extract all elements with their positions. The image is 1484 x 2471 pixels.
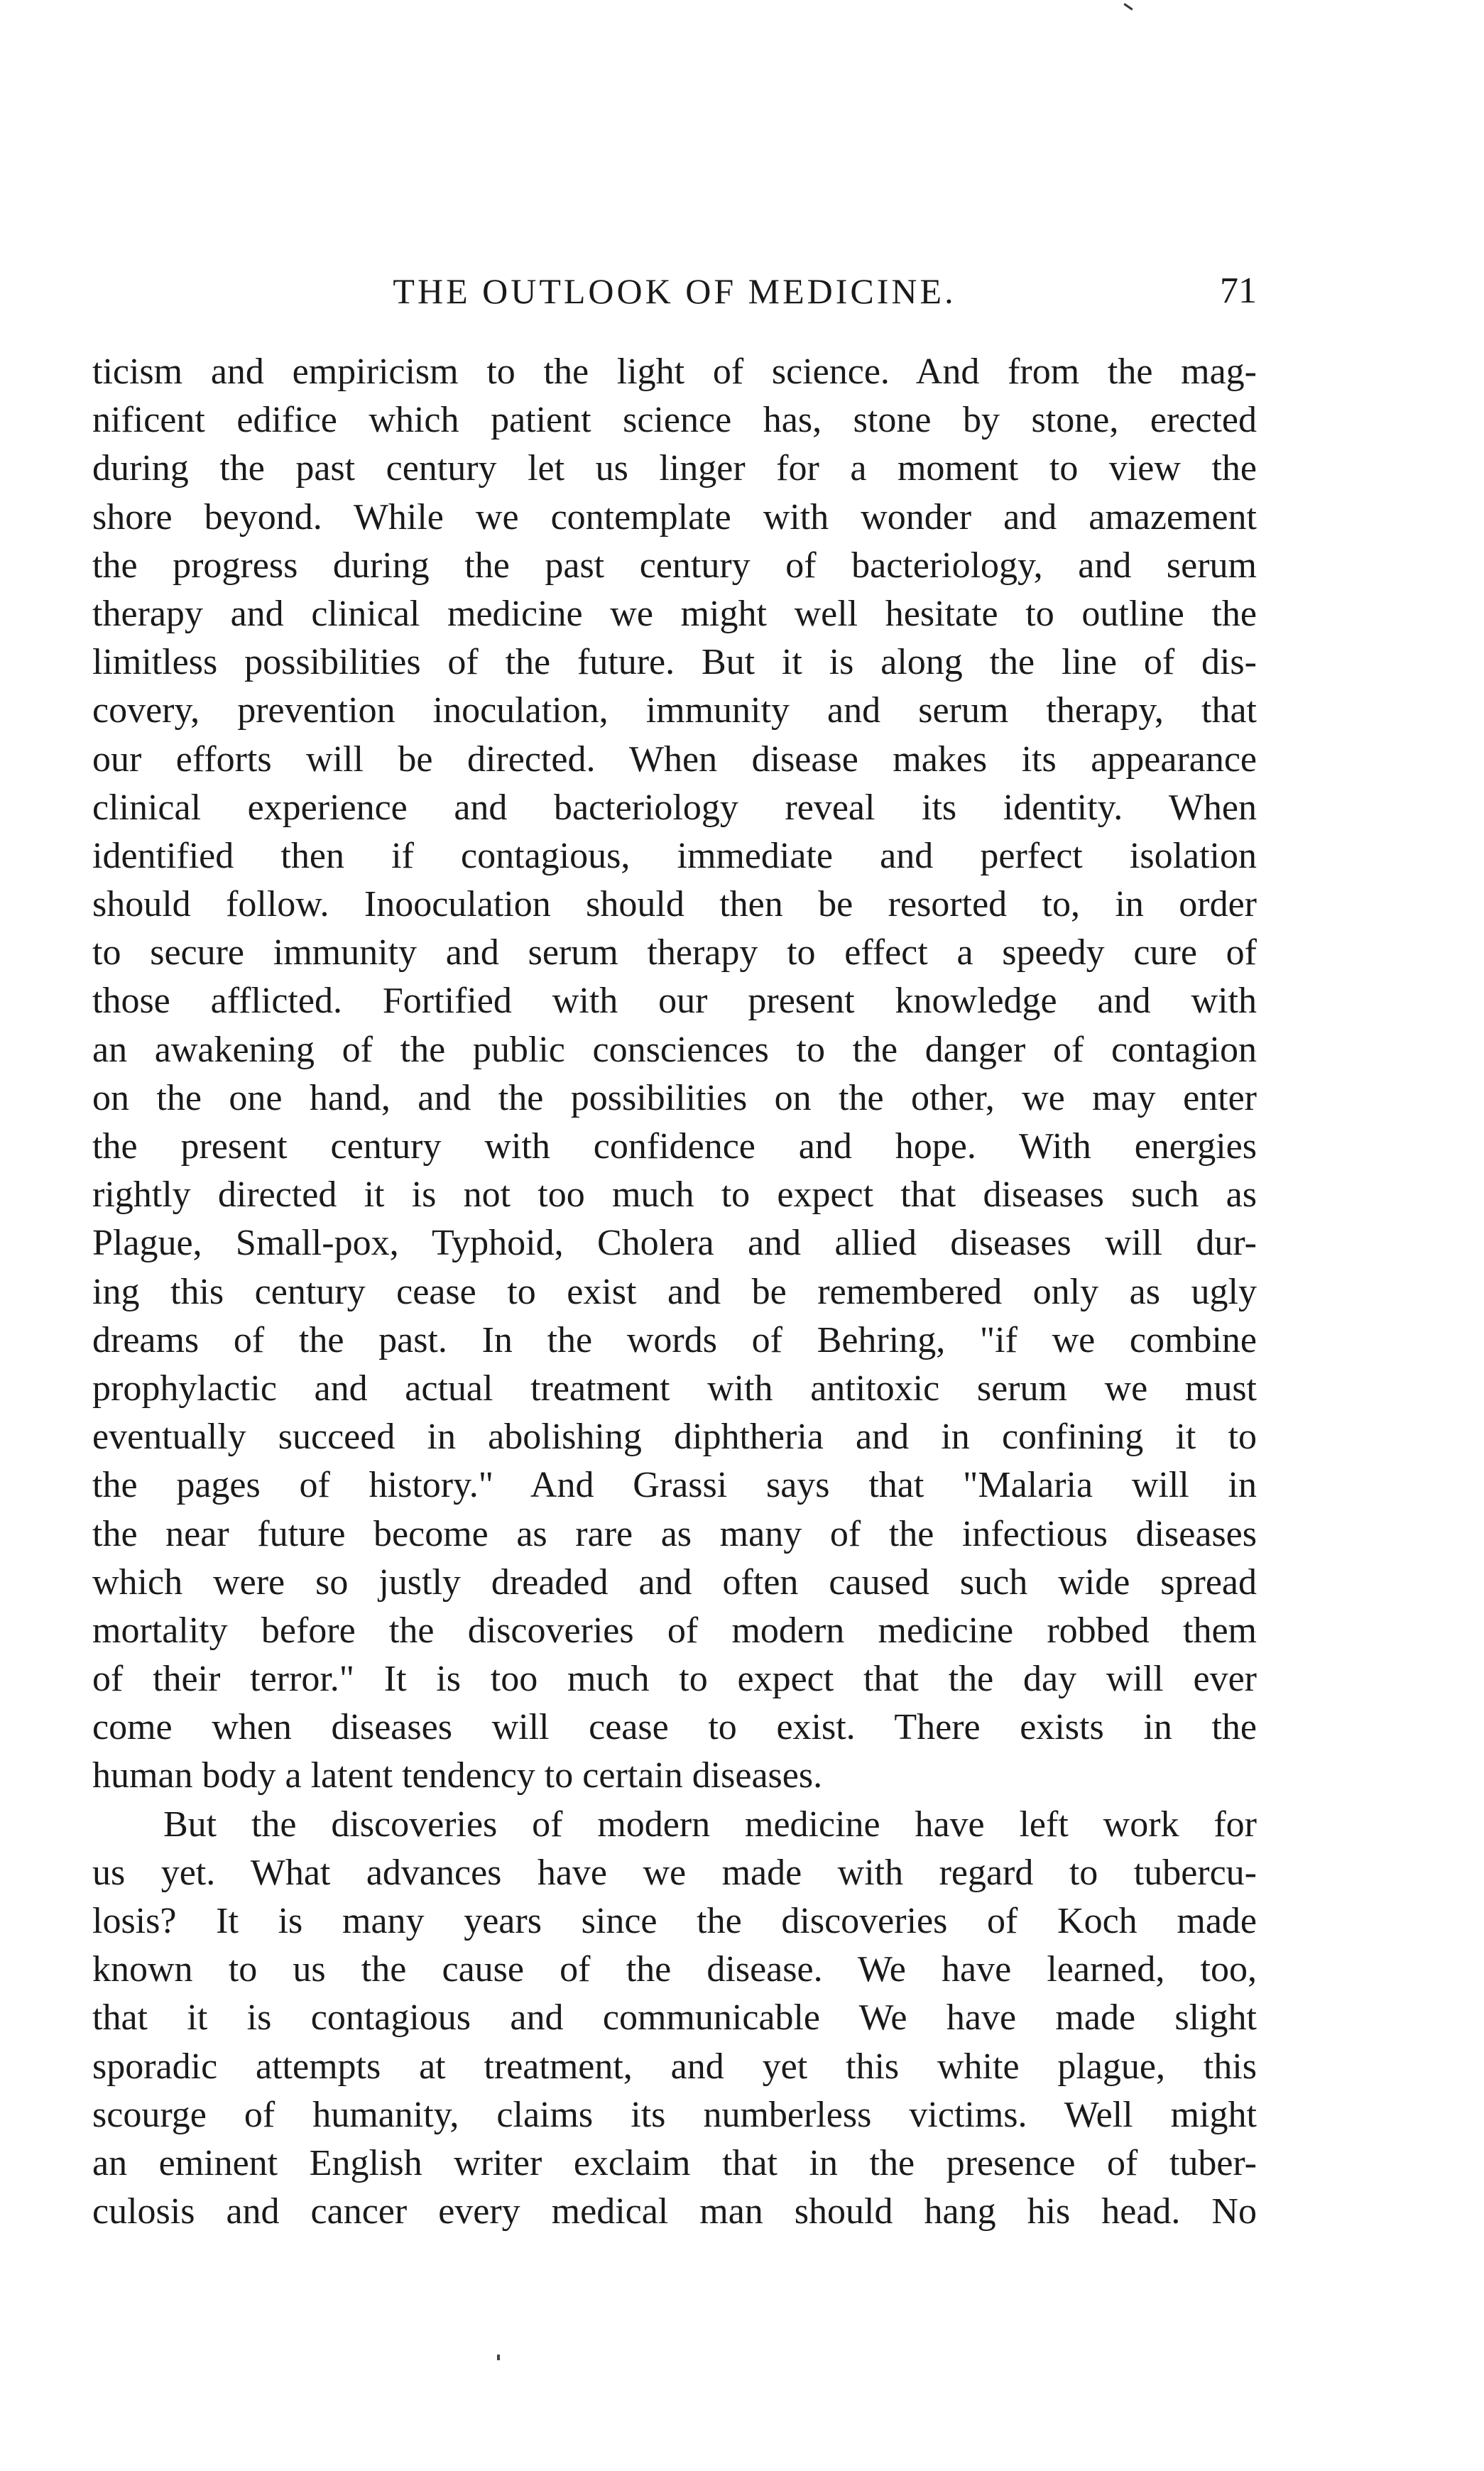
text-line: known to us the cause of the disease. We have learned, too,: [92, 1949, 1257, 1990]
text-line: culosis and cancer every medical man should hang his head. No: [92, 2191, 1257, 2232]
text-line: to secure immunity and serum therapy to effect a speedy cure of: [92, 932, 1257, 973]
scan-mark: [497, 2355, 500, 2360]
text-line: Plague, Small-pox, Typhoid, Cholera and allied diseases will dur-: [92, 1223, 1257, 1264]
page-number: 71: [1220, 271, 1257, 311]
scan-mark: [1123, 3, 1133, 10]
running-head: [92, 270, 1257, 312]
text-line: the near future become as rare as many of the infectious diseases: [92, 1513, 1257, 1554]
text-line: shore beyond. While we contemplate with wonder and amazement: [92, 496, 1257, 538]
text-line: clinical experience and bacteriology reveal its identity. When: [92, 787, 1257, 828]
text-line: our efforts will be directed. When disease makes its appearance: [92, 738, 1257, 780]
text-line: therapy and clinical medicine we might well hesitate to outline the: [92, 593, 1257, 634]
text-line: ticism and empiricism to the light of science. And from the mag-: [92, 351, 1257, 392]
text-line: on the one hand, and the possibilities on the other, we may enter: [92, 1077, 1257, 1118]
text-line: sporadic attempts at treatment, and yet this white plague, this: [92, 2046, 1257, 2087]
text-line: an awakening of the public consciences to the danger of contagion: [92, 1029, 1257, 1070]
text-line: that it is contagious and communicable We have made slight: [92, 1997, 1257, 2039]
text-line: identified then if contagious, immediate and perfect isolation: [92, 835, 1257, 876]
text-line: losis? It is many years since the discoveries of Koch made: [92, 1901, 1257, 1941]
text-line: should follow. Inooculation should then be resorted to, in order: [92, 884, 1257, 925]
text-line: of their terror." It is too much to expect that the day will ever: [92, 1659, 1257, 1700]
text-line: those afflicted. Fortified with our present knowledge and with: [92, 981, 1257, 1022]
text-line: covery, prevention inoculation, immunity and serum therapy, that: [92, 690, 1257, 731]
body-text: [92, 348, 1257, 2236]
paragraph-1: [92, 348, 1257, 1801]
text-line: an eminent English writer exclaim that in the presence of tuber-: [92, 2142, 1257, 2183]
text-line: the progress during the past century of bacteriology, and serum: [92, 545, 1257, 586]
text-line: eventually succeed in abolishing diphtheria and in confining it to: [92, 1417, 1257, 1458]
text-line: nificent edifice which patient science has, stone by stone, erected: [92, 400, 1257, 441]
text-line: human body a latent tendency to certain diseases.: [92, 1755, 823, 1796]
text-line: us yet. What advances have we made with regard to tubercu-: [92, 1852, 1257, 1893]
text-line: scourge of humanity, claims its numberless victims. Well might: [92, 2094, 1257, 2135]
text-line: prophylactic and actual treatment with antitoxic serum we must: [92, 1368, 1257, 1409]
paragraph-2: [92, 1801, 1257, 2237]
text-line: during the past century let us linger for a moment to view the: [92, 448, 1257, 489]
running-title: THE OUTLOOK OF MEDICINE.: [393, 271, 956, 311]
text-line: come when diseases will cease to exist. There exists in the: [92, 1707, 1257, 1748]
text-line: the present century with confidence and hope. With energies: [92, 1126, 1257, 1167]
text-line: rightly directed it is not too much to expect that diseases such as: [92, 1174, 1257, 1216]
text-line: dreams of the past. In the words of Behring, "if we combine: [92, 1319, 1257, 1360]
text-line: limitless possibilities of the future. But it is along the line of dis-: [92, 642, 1257, 683]
text-line: But the discoveries of modern medicine have left work for: [163, 1804, 1257, 1845]
text-line: ing this century cease to exist and be remembered only as ugly: [92, 1271, 1257, 1312]
text-line: which were so justly dreaded and often caused such wide spread: [92, 1561, 1257, 1603]
text-line: mortality before the discoveries of modern medicine robbed them: [92, 1610, 1257, 1651]
text-line: the pages of history." And Grassi says that "Malaria will in: [92, 1465, 1257, 1506]
